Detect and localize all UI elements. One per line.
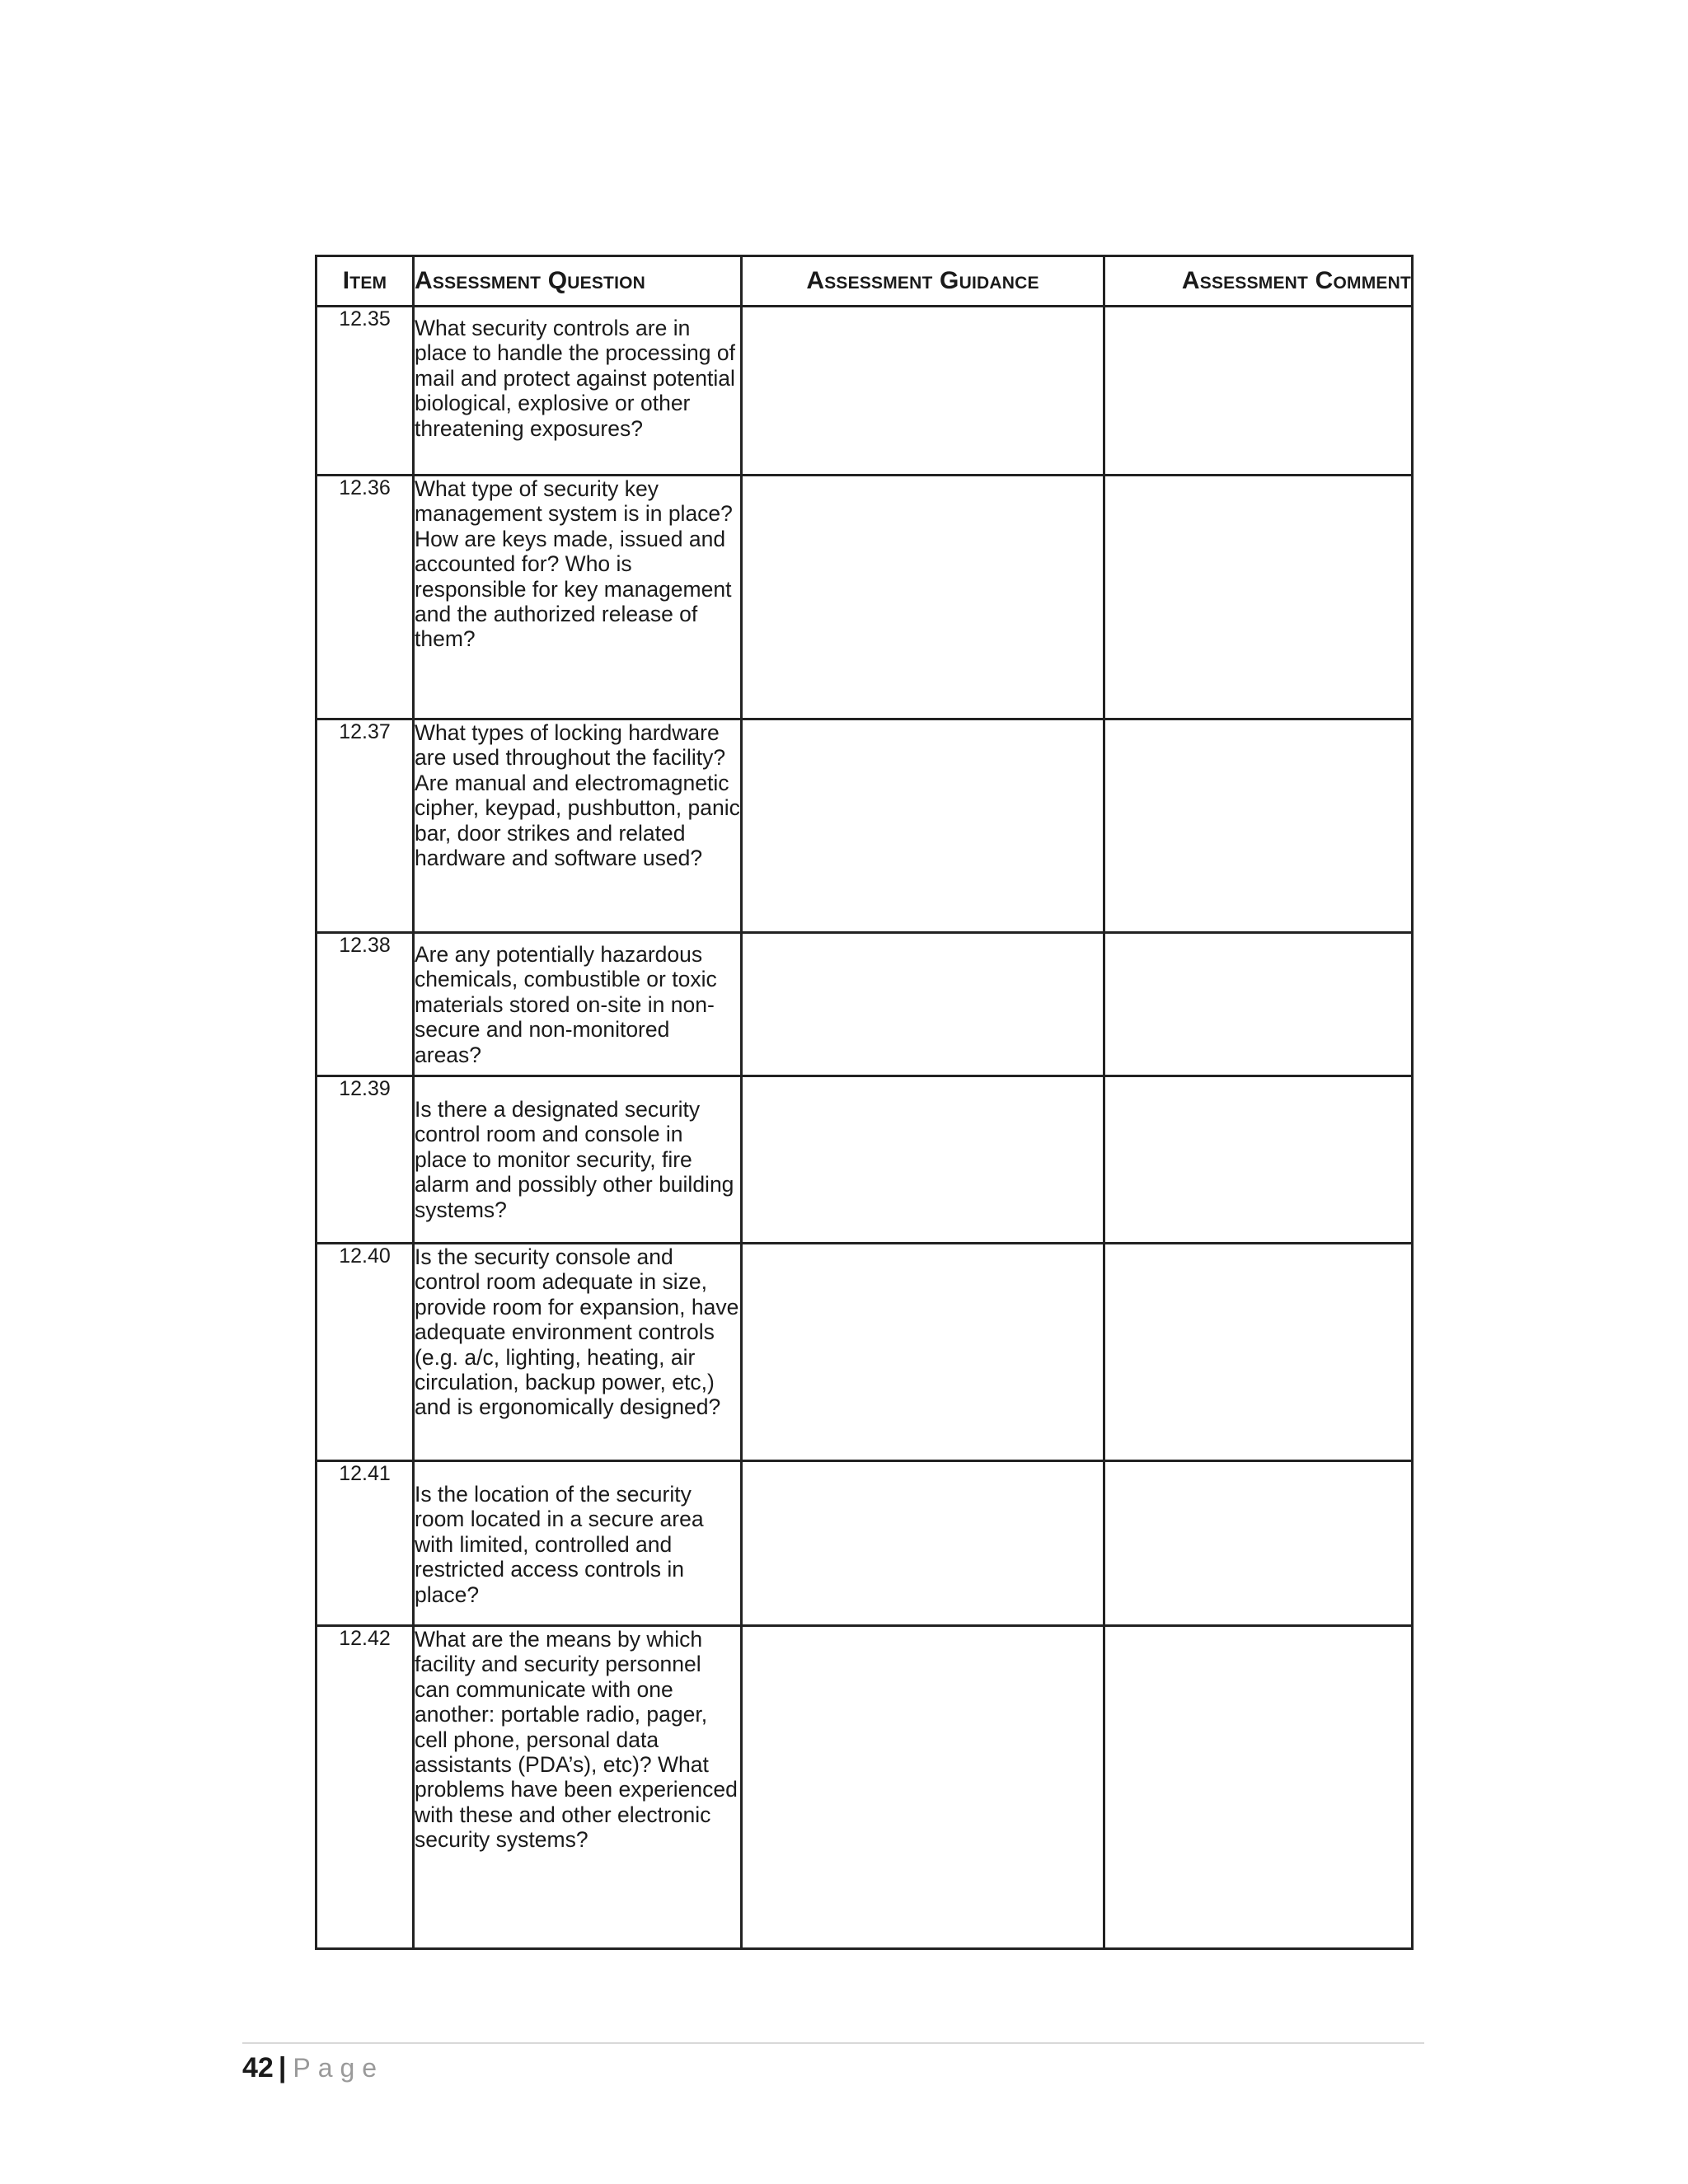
header-assessment-comment: Assessment Comment xyxy=(1104,256,1413,307)
item-number: 12.42 xyxy=(316,1626,414,1949)
table-row xyxy=(316,1076,1413,1244)
item-number: 12.41 xyxy=(316,1461,414,1626)
assessment-table xyxy=(315,255,1414,1950)
item-number: 12.35 xyxy=(316,307,414,476)
question-cell xyxy=(414,1461,742,1626)
item-number: 12.37 xyxy=(316,719,414,933)
question-cell xyxy=(414,307,742,476)
question-text: Is the security console and control room adequate in size, provide room for expansion, have adequate environment controls (e.g. a/c, lighting, heating, air circulation, backup power, etc,) and is ergonomically designed? xyxy=(415,1244,739,1420)
comment-cell[interactable] xyxy=(1104,1244,1413,1461)
question-text: What type of security key management system is in place? How are keys made, issued and accounted for? Who is responsible for key management and the authorized release of them? xyxy=(415,476,733,652)
comment-cell[interactable] xyxy=(1104,1626,1413,1949)
header-assessment-question: Assessment Question xyxy=(414,256,742,307)
question-cell xyxy=(414,1626,742,1949)
header-assessment-guidance: Assessment Guidance xyxy=(742,256,1104,307)
table-row xyxy=(316,719,1413,933)
page-separator: | xyxy=(278,2052,287,2083)
question-cell xyxy=(414,1244,742,1461)
guidance-cell[interactable] xyxy=(742,719,1104,933)
question-cell xyxy=(414,476,742,719)
table-header-row xyxy=(316,256,1413,307)
question-text: Is the location of the security room located in a secure area with limited, controlled and restricted access controls in place? xyxy=(415,1482,704,1607)
guidance-cell[interactable] xyxy=(742,1244,1104,1461)
table-row xyxy=(316,933,1413,1076)
page-number: 42 xyxy=(242,2052,274,2083)
item-number: 12.40 xyxy=(316,1244,414,1461)
guidance-cell[interactable] xyxy=(742,307,1104,476)
comment-cell[interactable] xyxy=(1104,1076,1413,1244)
question-text: What types of locking hardware are used throughout the facility? Are manual and electromagnetic cipher, keypad, pushbutton, panic bar, door strikes and related hardware and software used? xyxy=(415,720,740,871)
guidance-cell[interactable] xyxy=(742,1626,1104,1949)
question-text: What are the means by which facility and security personnel can communicate with one another: portable radio, pager, cell phone, personal data assistants (PDA’s), etc)? What problems have been experienced with these and other electronic security systems? xyxy=(415,1627,738,1853)
question-text: Are any potentially hazardous chemicals, combustible or toxic materials stored on-site in non-secure and non-monitored areas? xyxy=(415,942,717,1067)
comment-cell[interactable] xyxy=(1104,307,1413,476)
question-cell xyxy=(414,933,742,1076)
comment-cell[interactable] xyxy=(1104,933,1413,1076)
guidance-cell[interactable] xyxy=(742,476,1104,719)
question-text: Is there a designated security control room and console in place to monitor security, fire alarm and possibly other building systems? xyxy=(415,1097,734,1222)
question-cell xyxy=(414,1076,742,1244)
page-label: Page xyxy=(293,2053,385,2083)
table-row xyxy=(316,1461,1413,1626)
table-row xyxy=(316,307,1413,476)
item-number: 12.36 xyxy=(316,476,414,719)
comment-cell[interactable] xyxy=(1104,476,1413,719)
question-cell xyxy=(414,719,742,933)
page-footer xyxy=(242,2042,1424,2084)
item-number: 12.39 xyxy=(316,1076,414,1244)
guidance-cell[interactable] xyxy=(742,1461,1104,1626)
comment-cell[interactable] xyxy=(1104,719,1413,933)
guidance-cell[interactable] xyxy=(742,933,1104,1076)
item-number: 12.38 xyxy=(316,933,414,1076)
table-row xyxy=(316,1626,1413,1949)
table-row xyxy=(316,1244,1413,1461)
comment-cell[interactable] xyxy=(1104,1461,1413,1626)
table-row xyxy=(316,476,1413,719)
header-item: Item xyxy=(316,256,414,307)
guidance-cell[interactable] xyxy=(742,1076,1104,1244)
question-text: What security controls are in place to handle the processing of mail and protect against potential biological, explosive or other threatening exposures? xyxy=(415,316,735,441)
